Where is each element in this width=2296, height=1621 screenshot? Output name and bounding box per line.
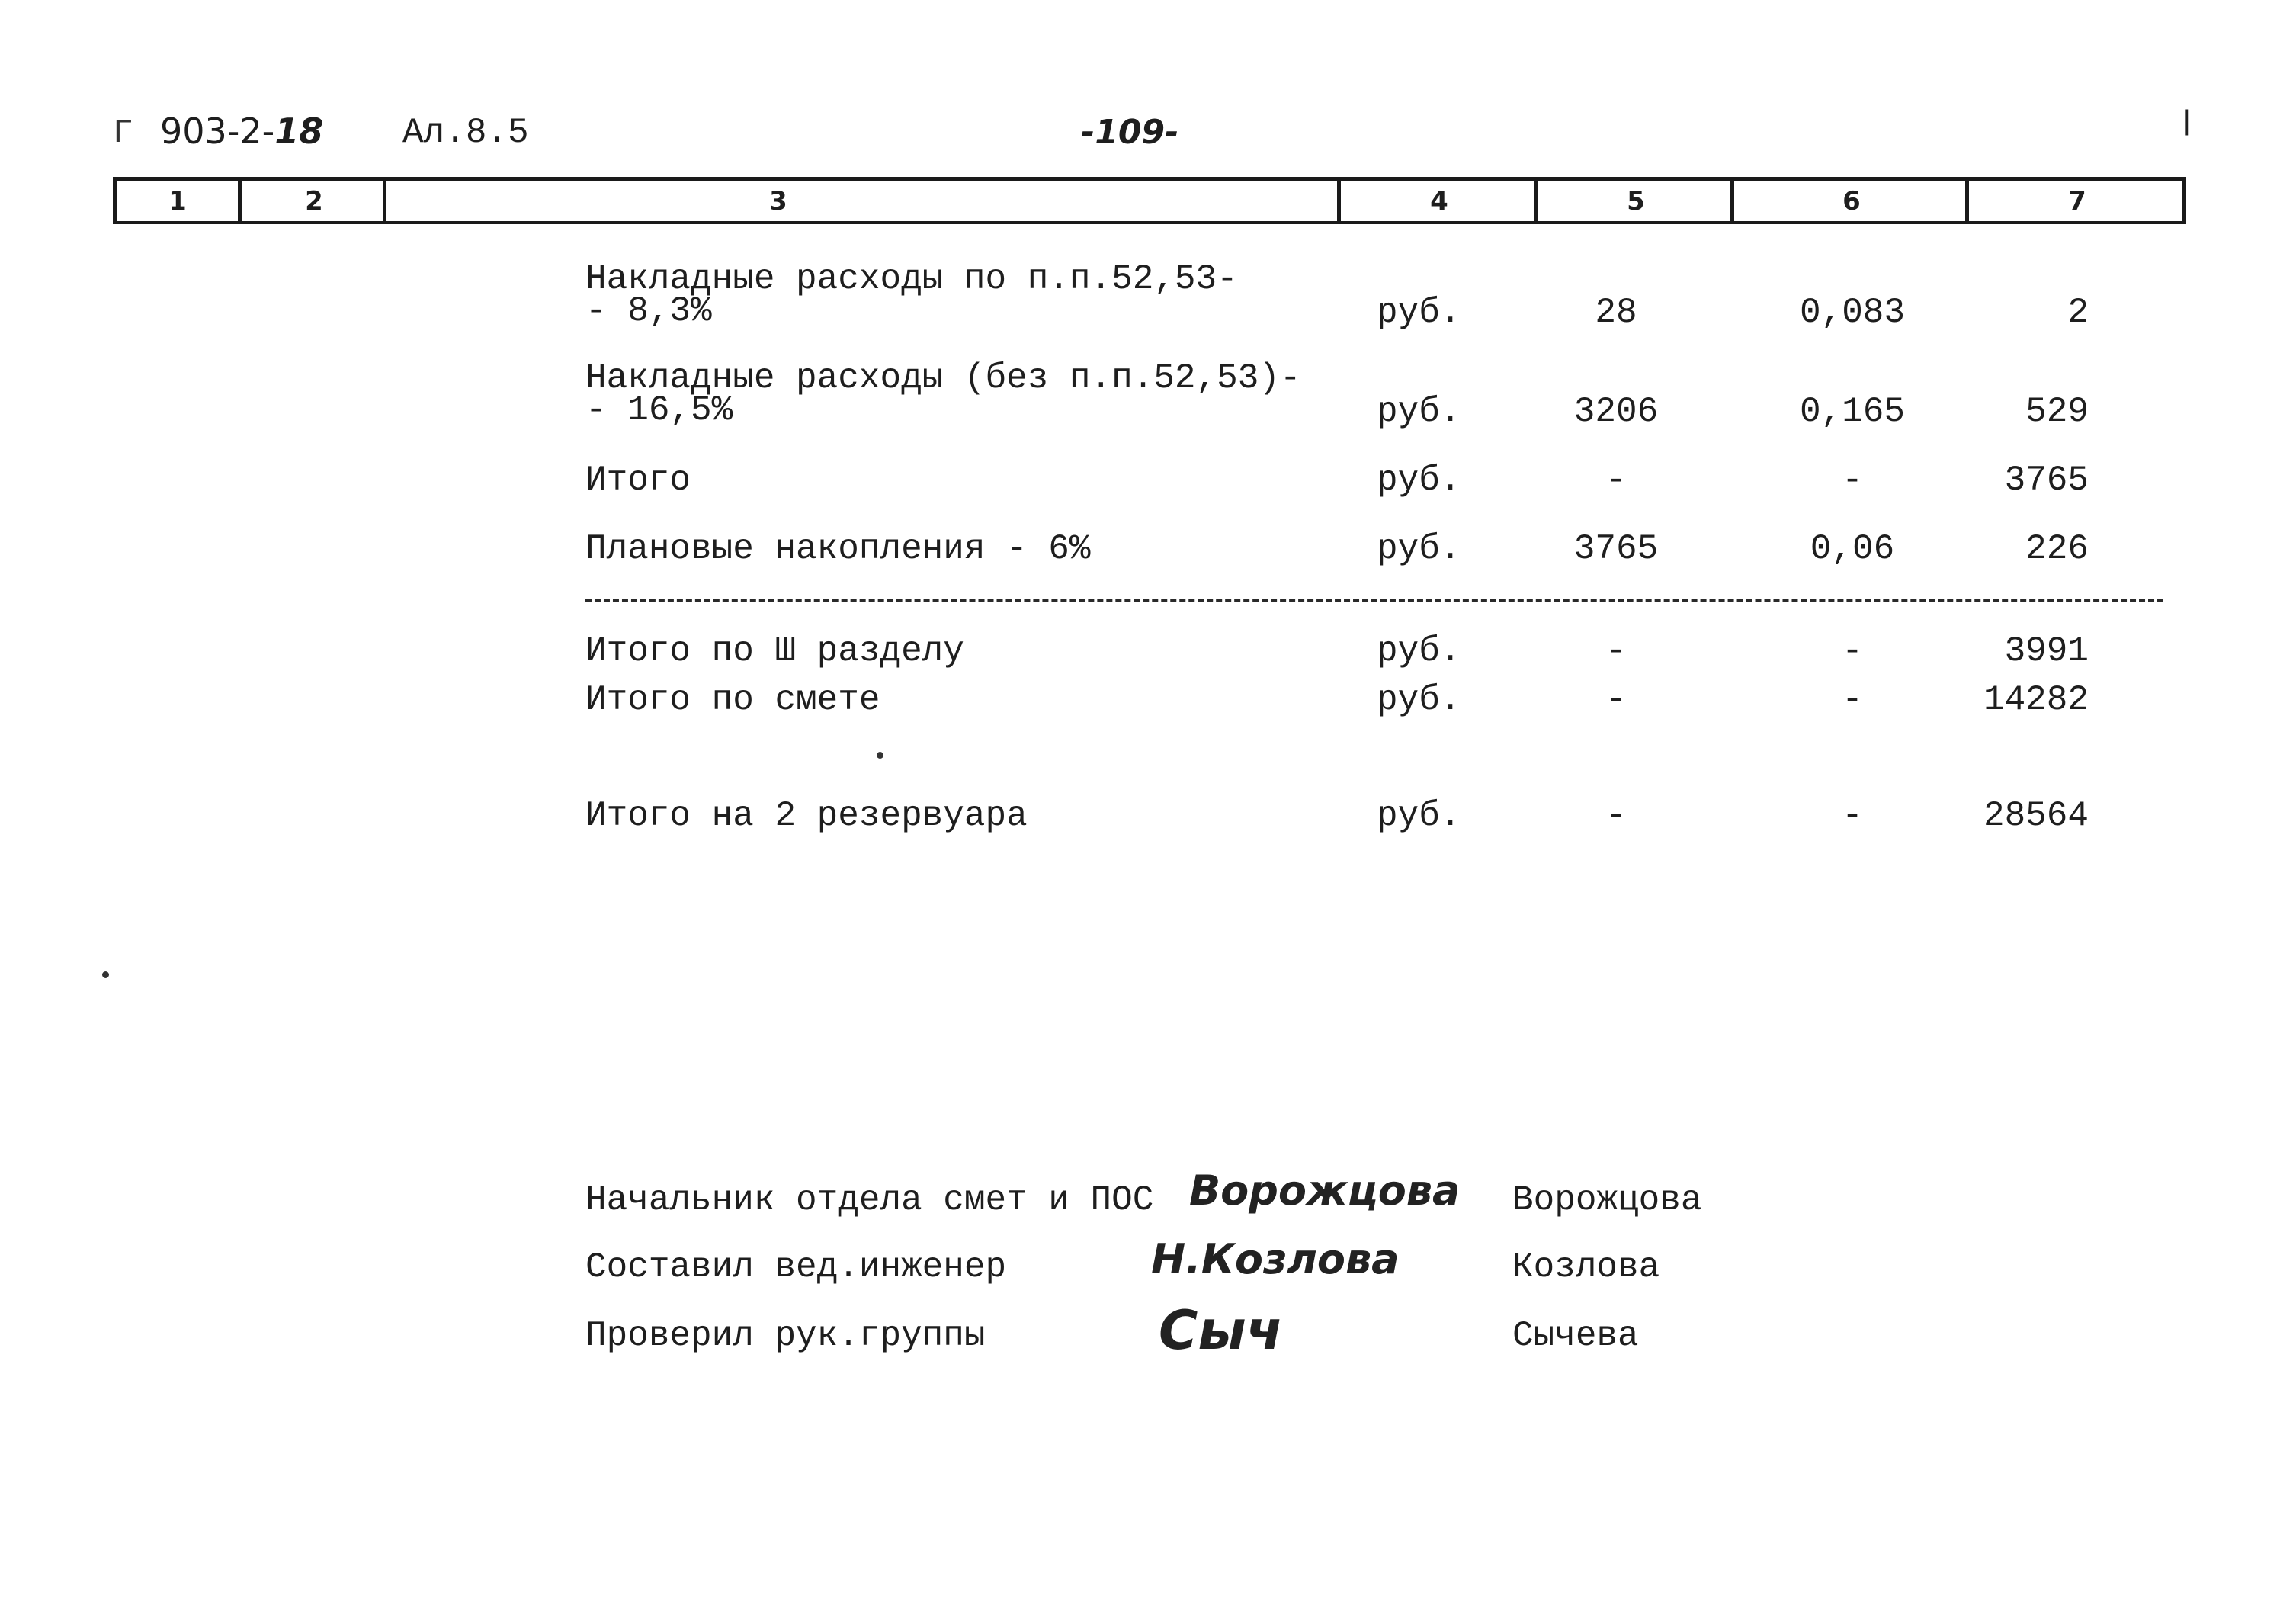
total-two-tanks-description: Итого на 2 резервуара <box>585 796 1028 836</box>
row-3-description: Итого <box>585 461 691 500</box>
total-section-sum: 3991 <box>2004 631 2089 671</box>
column-header-7: 7 <box>1965 181 2185 221</box>
row-3-base: - <box>1605 461 1627 500</box>
page-number: -109- <box>1081 113 1179 152</box>
total-two-tanks-base: - <box>1605 796 1627 836</box>
signature-2-handwritten: Н.Козлова <box>1151 1235 1400 1283</box>
section-separator-line <box>585 599 2163 602</box>
row-1-rate: 0,083 <box>1799 293 1906 332</box>
row-4-rate: 0,06 <box>1810 529 1895 569</box>
signature-1-position: Начальник отдела смет и ПОС <box>585 1180 1154 1220</box>
signature-2-position: Составил вед.инженер <box>585 1247 1007 1287</box>
total-estimate-description: Итого по смете <box>585 680 880 720</box>
row-1-sum: 2 <box>2067 293 2089 332</box>
total-estimate-base: - <box>1605 680 1627 720</box>
signature-2-name: Козлова <box>1512 1247 1660 1287</box>
signature-3-position: Проверил рук.группы <box>585 1316 986 1356</box>
speck <box>877 752 883 759</box>
signature-3-handwritten: Сыч <box>1159 1299 1283 1362</box>
column-header-4: 4 <box>1337 181 1538 221</box>
total-section-rate: - <box>1842 631 1863 671</box>
column-header-5: 5 <box>1534 181 1734 221</box>
corner-mark: Г <box>113 114 133 152</box>
total-estimate-sum: 14282 <box>1983 680 2089 720</box>
column-header-2: 2 <box>238 181 386 221</box>
margin-tick: | <box>2179 107 2195 138</box>
row-2-description-line-1: Накладные расходы (без п.п.52,53)- <box>585 358 1301 398</box>
row-1-base: 28 <box>1595 293 1637 332</box>
row-4-unit: руб. <box>1377 529 1461 569</box>
row-4-description: Плановые накопления - 6% <box>585 529 1091 569</box>
row-2-rate: 0,165 <box>1799 392 1906 432</box>
column-header-3: 3 <box>383 181 1170 221</box>
column-header-6: 6 <box>1730 181 1969 221</box>
speck <box>102 971 109 978</box>
row-3-rate: - <box>1842 461 1863 500</box>
total-estimate-rate: - <box>1842 680 1863 720</box>
total-section-description: Итого по Ш разделу <box>585 631 964 671</box>
document-code <box>160 111 323 152</box>
row-2-base: 3206 <box>1573 392 1659 432</box>
row-2-sum: 529 <box>2025 392 2089 432</box>
total-two-tanks-sum: 28564 <box>1983 796 2089 836</box>
row-2-description-line-2: - 16,5% <box>585 390 733 430</box>
document-code-handwritten: 18 <box>274 111 324 152</box>
total-estimate-unit: руб. <box>1377 680 1461 720</box>
row-4-sum: 226 <box>2025 529 2089 569</box>
total-two-tanks-unit: руб. <box>1377 796 1461 836</box>
row-2-unit: руб. <box>1377 392 1461 432</box>
row-1-description-line-2: - 8,3% <box>585 291 712 331</box>
column-header-1: 1 <box>168 186 187 217</box>
total-section-base: - <box>1605 631 1627 671</box>
total-two-tanks-rate: - <box>1842 796 1863 836</box>
row-4-base: 3765 <box>1573 529 1659 569</box>
column-header-bar <box>113 177 2186 224</box>
sheet-number: Ал.8.5 <box>402 113 529 152</box>
signature-1-handwritten: Ворожцова <box>1189 1167 1461 1215</box>
document-code-printed: 903-2- <box>160 111 275 152</box>
row-1-unit: руб. <box>1377 293 1461 332</box>
row-3-unit: руб. <box>1377 461 1461 500</box>
total-section-unit: руб. <box>1377 631 1461 671</box>
signature-1-name: Ворожцова <box>1512 1180 1702 1220</box>
signature-3-name: Сычева <box>1512 1316 1639 1356</box>
row-1-description-line-1: Накладные расходы по п.п.52,53- <box>585 259 1238 299</box>
row-3-sum: 3765 <box>2004 461 2089 500</box>
